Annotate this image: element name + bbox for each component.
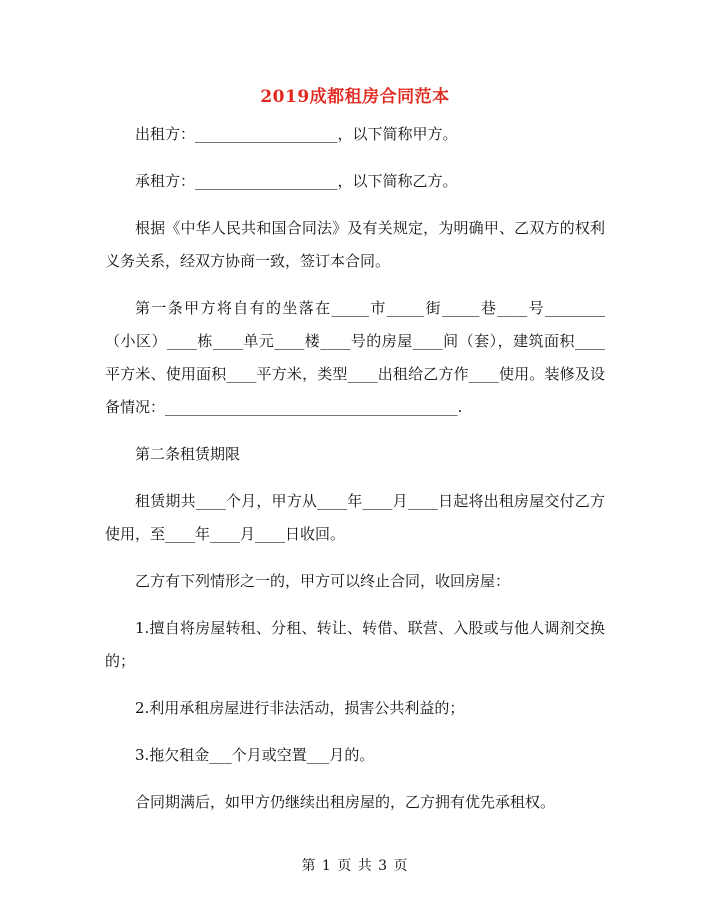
list-item-termination-1: 1.擅自将房屋转租、分租、转让、转借、联营、入股或与他人调剂交换的； (105, 619, 605, 670)
paragraph-lessor: 出租方：___________________，以下简称甲方。 (135, 125, 458, 143)
paragraph-lease-term: 租赁期共____个月，甲方从____年____月____日起将出租房屋交付乙方使用，至____年____月____日收回。 (105, 492, 605, 543)
paragraph-article-2-heading: 第二条租赁期限 (135, 445, 241, 463)
list-item-termination-2: 2.利用承租房屋进行非法活动，损害公共利益的； (135, 699, 465, 717)
list-item-termination-3: 3.拖欠租金___个月或空置___月的。 (135, 746, 375, 764)
paragraph-preamble: 根据《中华人民共和国合同法》及有关规定，为明确甲、乙双方的权利义务关系，经双方协商一致，签订本合同。 (105, 219, 605, 270)
page-indicator: 第 1 页 共 3 页 (301, 858, 409, 874)
page-title: 2019成都租房合同范本 (260, 87, 450, 107)
paragraph-termination-intro: 乙方有下列情形之一的，甲方可以终止合同，收回房屋： (135, 572, 511, 590)
document-body (105, 118, 605, 833)
paragraph-article-1: 第一条甲方将自有的坐落在_____市_____街_____巷____号________（小区）____栋____单元____楼____号的房屋____间（套），建筑面积____平方米、使用面积____平方米，类型____出租给乙方作____使用。装修及设备情况：_______________________________________. (105, 299, 605, 416)
paragraph-renewal: 合同期满后，如甲方仍继续出租房屋的，乙方拥有优先承租权。 (135, 793, 556, 811)
paragraph-lessee: 承租方：___________________，以下简称乙方。 (135, 172, 458, 190)
